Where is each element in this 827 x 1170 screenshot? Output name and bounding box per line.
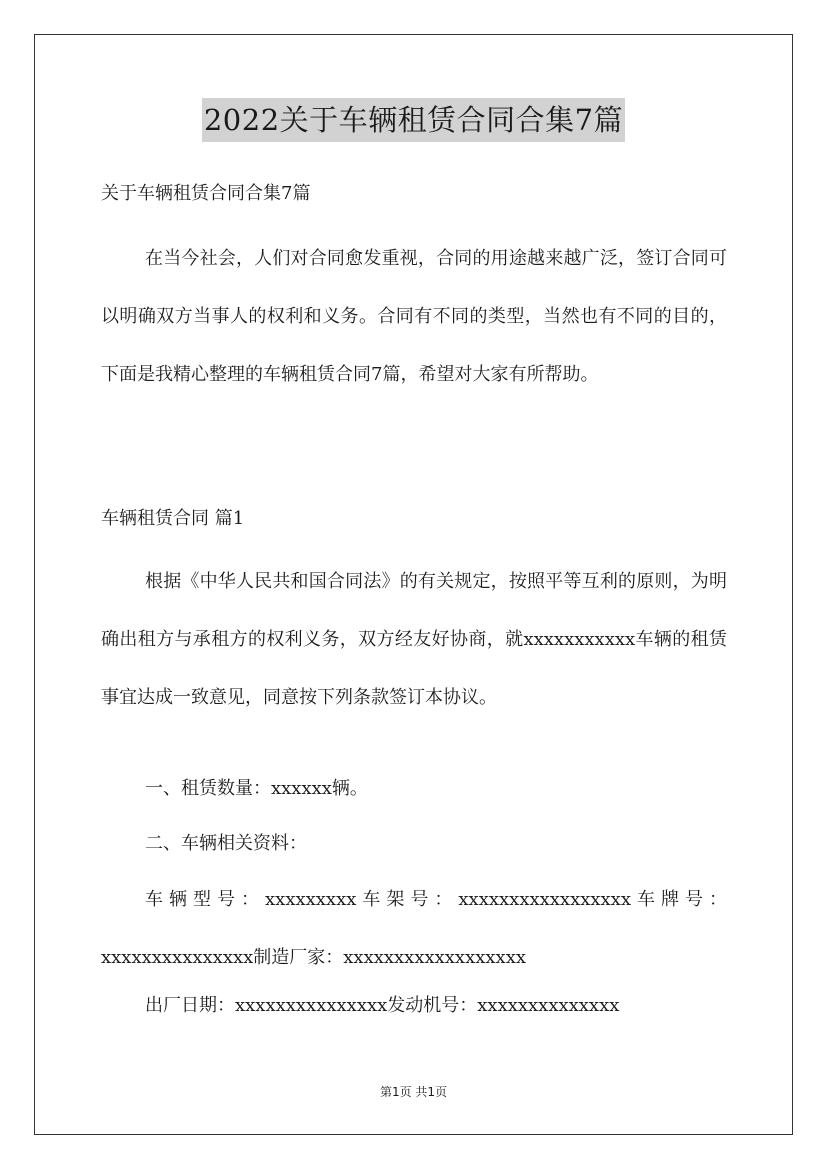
- intro-paragraph: 在当今社会，人们对合同愈发重视，合同的用途越来越广泛，签订合同可以明确双方当事人的权利和义务。合同有不同的类型，当然也有不同的目的，下面是我精心整理的车辆租赁合同7篇，希望对大家有所帮助。: [101, 248, 727, 385]
- document-title: 2022关于车辆租赁合同合集7篇: [202, 98, 625, 142]
- page-footer: 第1页 共1页: [379, 1085, 448, 1099]
- vehicle-specs-paragraph: 车辆型号：xxxxxxxxx车架号：xxxxxxxxxxxxxxxxx车牌号：xxxxxxxxxxxxxxx制造厂家：xxxxxxxxxxxxxxxxxx: [101, 889, 727, 968]
- manufacture-date-line: 出厂日期：xxxxxxxxxxxxxxx发动机号：xxxxxxxxxxxxxx: [145, 995, 620, 1016]
- section-heading: 车辆租赁合同 篇1: [101, 508, 245, 529]
- document-subtitle: 关于车辆租赁合同合集7篇: [101, 183, 311, 204]
- section-body-paragraph: 根据《中华人民共和国合同法》的有关规定，按照平等互利的原则，为明确出租方与承租方的权利义务，双方经友好协商，就xxxxxxxxxxx车辆的租赁事宜达成一致意见，同意按下列条款签订本协议。: [101, 571, 727, 708]
- document-title-wrap: [0, 98, 827, 142]
- lease-quantity-line: 一、租赁数量：xxxxxx辆。: [145, 778, 368, 799]
- vehicle-info-heading: 二、车辆相关资料：: [145, 833, 307, 854]
